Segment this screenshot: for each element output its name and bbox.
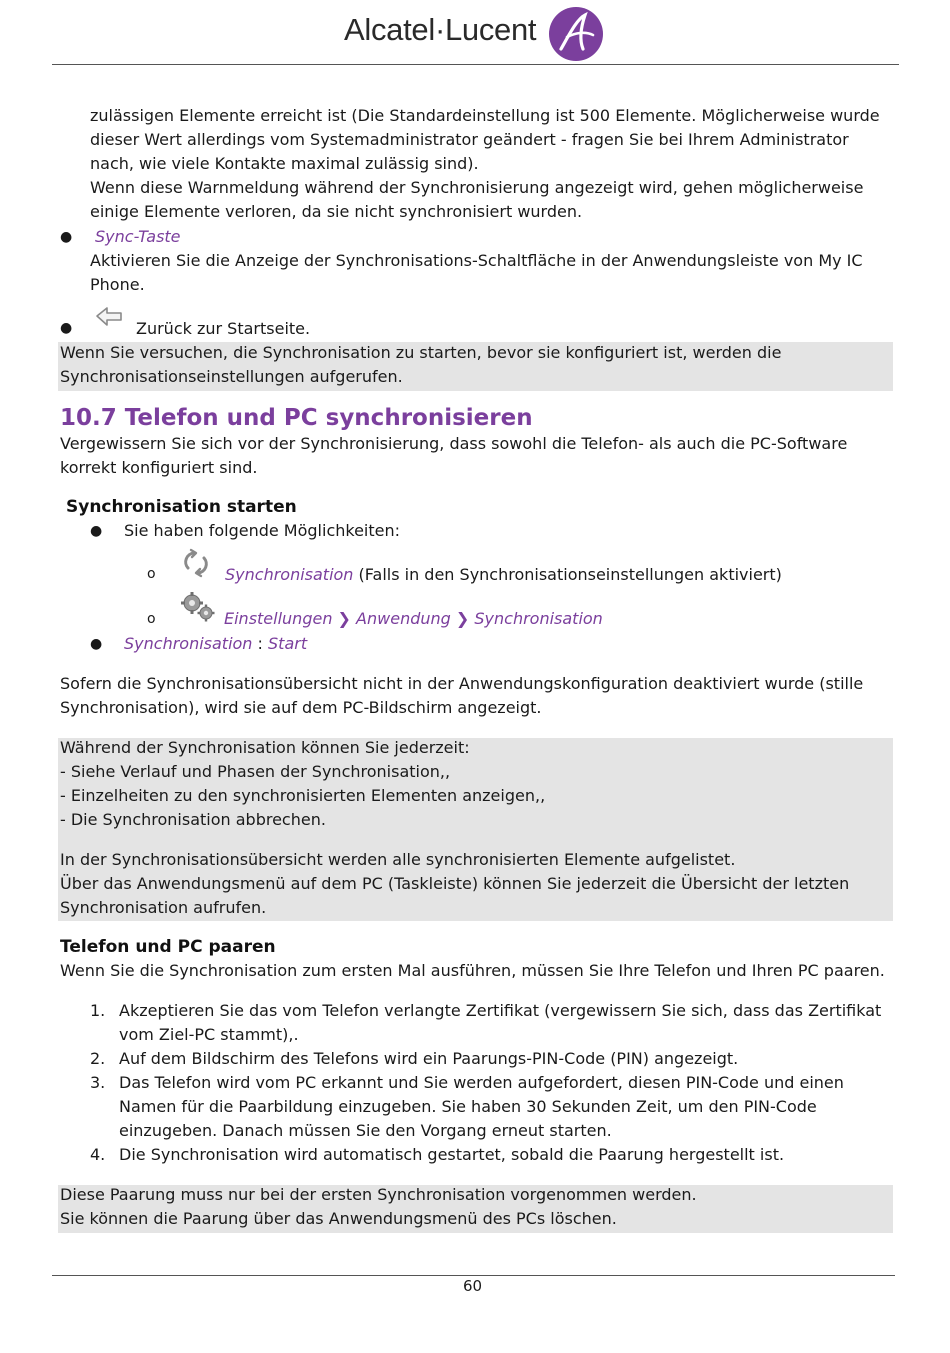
option-3-a: Synchronisation: [124, 634, 253, 653]
step-3-line1: Das Telefon wird vom PC erkannt und Sie werden aufgefordert, diesen PIN-Code und einen: [119, 1073, 844, 1092]
note2-line1: Während der Synchronisation können Sie jederzeit:: [60, 738, 470, 757]
sub-bullet-1: o: [147, 566, 156, 582]
option-2-path: [224, 607, 603, 631]
alcatel-lucent-logo-icon: [547, 5, 605, 63]
summary-line2: Synchronisation), wird sie auf dem PC-Bildschirm angezeigt.: [60, 698, 542, 717]
option-3: [124, 632, 307, 656]
step-3-line3: einzugeben. Danach müssen Sie den Vorgang erneut starten.: [119, 1121, 612, 1140]
page-header: [0, 0, 950, 66]
menu-synchronisation: Synchronisation: [474, 609, 603, 628]
top-text-line4: Wenn diese Warnmeldung während der Synchronisierung angezeigt wird, gehen möglicherweise: [90, 178, 864, 197]
sync-taste-line2: Phone.: [90, 275, 145, 294]
sub-bullet-2: o: [147, 611, 156, 627]
pairing-heading: Telefon und PC paaren: [60, 937, 276, 957]
top-text-line1: zulässigen Elemente erreicht ist (Die Standardeinstellung ist 500 Elemente. Möglicherweise wurde: [90, 106, 880, 125]
step-1-line2: vom Ziel-PC stammt),.: [119, 1025, 299, 1044]
options-label: Sie haben folgende Möglichkeiten:: [124, 521, 401, 540]
settings-gears-icon: [180, 591, 218, 623]
step-4-line1: Die Synchronisation wird automatisch gestartet, sobald die Paarung hergestellt ist.: [119, 1145, 785, 1164]
section-title: 10.7 Telefon und PC synchronisieren: [60, 405, 533, 431]
header-divider: [52, 64, 899, 65]
section-intro-line1: Vergewissern Sie sich vor der Synchronisierung, dass sowohl die Telefon- als auch die PC-Software: [60, 434, 848, 453]
note1-line2: Synchronisationseinstellungen aufgerufen.: [60, 367, 403, 386]
note2-line5: In der Synchronisationsübersicht werden alle synchronisierten Elemente aufgelistet.: [60, 850, 736, 869]
menu-einstellungen: Einstellungen: [224, 609, 333, 628]
top-text-line2: dieser Wert allerdings vom Systemadministrator geändert - fragen Sie bei Ihrem Administrator: [90, 130, 849, 149]
page-number: 60: [463, 1277, 483, 1295]
note2-line4: - Die Synchronisation abbrechen.: [60, 810, 326, 829]
footer-divider: [52, 1275, 895, 1276]
option-1-text: (Falls in den Synchronisationseinstellungen aktiviert): [353, 565, 782, 584]
separator-1: ❯: [332, 609, 357, 628]
sync-taste-line1: Aktivieren Sie die Anzeige der Synchronisations-Schaltfläche in der Anwendungsleiste von My IC: [90, 251, 863, 270]
option-1-link: Synchronisation: [225, 565, 354, 584]
brand-name: Alcatel·Lucent: [344, 12, 537, 47]
note1-line1: Wenn Sie versuchen, die Synchronisation zu starten, bevor sie konfiguriert ist, werden die: [60, 343, 782, 362]
step-2-number: 2.: [90, 1049, 106, 1068]
start-heading: Synchronisation starten: [66, 497, 297, 517]
note2-line6: Über das Anwendungsmenü auf dem PC (Taskleiste) können Sie jederzeit die Übersicht der letzten: [60, 874, 850, 893]
separator-2: ❯: [450, 609, 475, 628]
note3-line2: Sie können die Paarung über das Anwendungsmenü des PCs löschen.: [60, 1209, 617, 1228]
note3-line1: Diese Paarung muss nur bei der ersten Synchronisation vorgenommen werden.: [60, 1185, 697, 1204]
bullet-back: ●: [60, 320, 73, 336]
option-3-sep: :: [252, 634, 269, 653]
note2-line3: - Einzelheiten zu den synchronisierten Elementen anzeigen,,: [60, 786, 546, 805]
sync-icon: [180, 548, 212, 578]
step-1-number: 1.: [90, 1001, 106, 1020]
back-arrow-icon: [93, 305, 125, 331]
note2-line7: Synchronisation aufrufen.: [60, 898, 267, 917]
option-3-b: Start: [268, 634, 308, 653]
pairing-intro: Wenn Sie die Synchronisation zum ersten Mal ausführen, müssen Sie Ihre Telefon und Ihren PC paaren.: [60, 961, 885, 980]
menu-anwendung: Anwendung: [356, 609, 451, 628]
back-label: Zurück zur Startseite.: [136, 319, 311, 338]
step-1-line1: Akzeptieren Sie das vom Telefon verlangte Zertifikat (vergewissern Sie sich, dass das Zertifikat: [119, 1001, 882, 1020]
summary-line1: Sofern die Synchronisationsübersicht nicht in der Anwendungskonfiguration deaktiviert wurde (stille: [60, 674, 864, 693]
top-text-line5: einige Elemente verloren, da sie nicht synchronisiert wurden.: [90, 202, 583, 221]
option-1: [225, 563, 782, 587]
bullet-sync-taste: ●: [60, 229, 73, 245]
sync-taste-title: Sync-Taste: [95, 227, 181, 246]
step-3-number: 3.: [90, 1073, 106, 1092]
step-3-line2: Namen für die Paarbildung einzugeben. Sie haben 30 Sekunden Zeit, um den PIN-Code: [119, 1097, 817, 1116]
top-text-line3: nach, wie viele Kontakte maximal zulässig sind).: [90, 154, 479, 173]
note2-line2: - Siehe Verlauf und Phasen der Synchronisation,,: [60, 762, 451, 781]
step-2-line1: Auf dem Bildschirm des Telefons wird ein Paarungs-PIN-Code (PIN) angezeigt.: [119, 1049, 739, 1068]
section-intro-line2: korrekt konfiguriert sind.: [60, 458, 258, 477]
bullet-option-3: ●: [90, 636, 103, 652]
bullet-options: ●: [90, 523, 103, 539]
step-4-number: 4.: [90, 1145, 106, 1164]
